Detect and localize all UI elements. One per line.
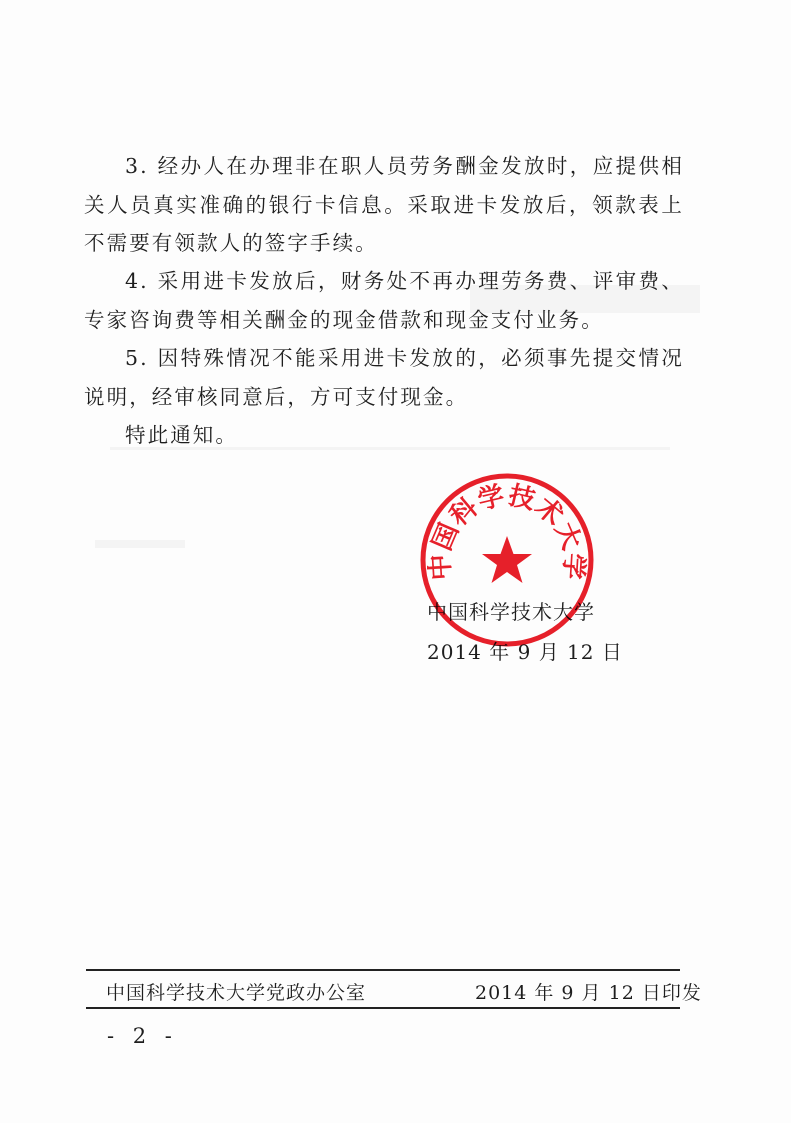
- closing-remark: 特此通知。: [125, 423, 238, 447]
- footer-bottom-rule: [86, 1007, 680, 1009]
- footer-top-rule: [86, 969, 680, 971]
- signature-date: 2014 年 9 月 12 日: [427, 640, 623, 664]
- page-number: - 2 -: [107, 1024, 178, 1048]
- body-paragraph-5: 5. 因特殊情况不能采用进卡发放的，必须事先提交情况说明，经审核同意后，方可支付现金。: [84, 346, 684, 409]
- seal-text: 中国科学技术大学: [425, 480, 589, 582]
- official-seal-icon: [419, 472, 595, 648]
- body-paragraph-4: 4. 采用进卡发放后，财务处不再办理劳务费、评审费、专家咨询费等相关酬金的现金借款和现金支付业务。: [84, 269, 684, 332]
- seal-star-icon: [482, 536, 532, 583]
- body-paragraph-3: 3. 经办人在办理非在职人员劳务酬金发放时，应提供相关人员真实准确的银行卡信息。采取进卡发放后，领款表上不需要有领款人的签字手续。: [84, 154, 684, 255]
- footer-issue-date: 2014 年 9 月 12 日印发: [475, 982, 702, 1004]
- scan-artifact: [95, 540, 185, 548]
- footer-issuer: 中国科学技术大学党政办公室: [106, 982, 367, 1004]
- signature-organization: 中国科学技术大学: [427, 600, 595, 624]
